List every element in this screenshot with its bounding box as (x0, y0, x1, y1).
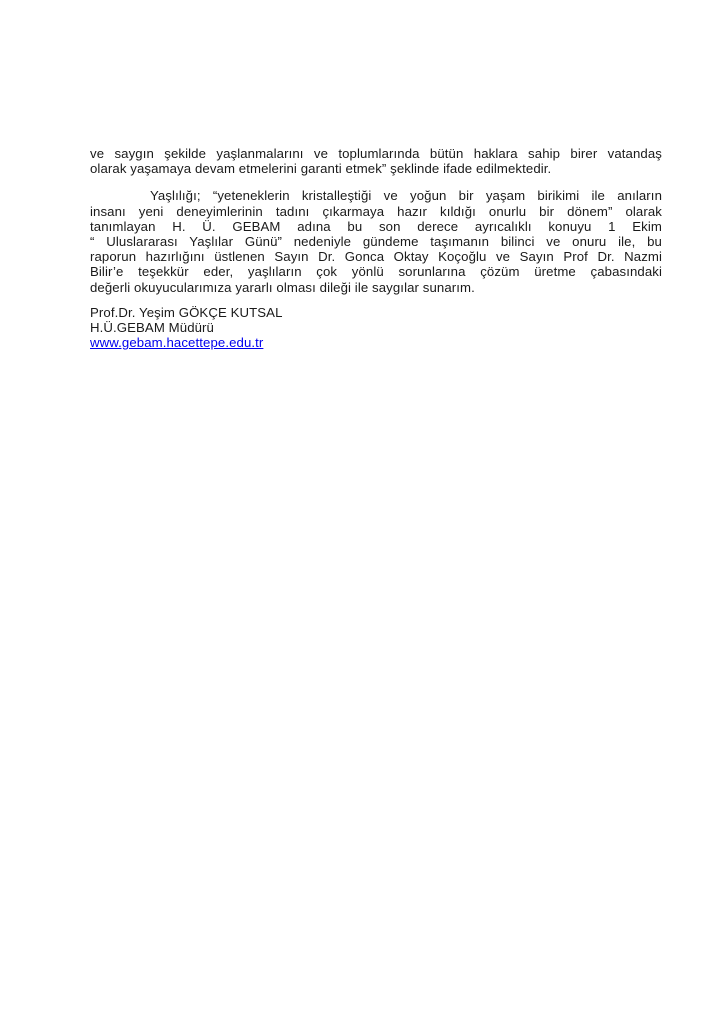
text-line: raporun hazırlığını üstlenen Sayın Dr. Gonca Oktay Koçoğlu ve Sayın Prof Dr. Nazmi (90, 249, 662, 265)
signature-name: Prof.Dr. Yeşim GÖKÇE KUTSAL (90, 304, 283, 320)
text-line: değerli okuyucularımıza yararlı olması dileği ile saygılar sunarım. (90, 279, 475, 295)
text-line: “ Uluslararası Yaşlılar Günü” nedeniyle gündeme taşımanın bilinci ve onuru ile, bu (90, 234, 662, 250)
text-line: tanımlayan H. Ü. GEBAM adına bu son derece ayrıcalıklı konuyu 1 Ekim (90, 218, 662, 234)
document-body (90, 146, 662, 350)
signature-block (90, 305, 662, 351)
text-line: insanı yeni deneyimlerinin tadını çıkarmaya hazır kıldığı onurlu bir dönem” olarak (90, 203, 662, 219)
paragraph-acknowledgement (90, 188, 662, 294)
signature-title: H.Ü.GEBAM Müdürü (90, 320, 214, 336)
signature-link-line (90, 335, 662, 350)
text-line: Yaşlılığı; “yeteneklerin kristalleştiği ve yoğun bir yaşam birikimi ile anıların (150, 188, 662, 204)
website-link[interactable]: www.gebam.hacettepe.edu.tr (90, 335, 264, 351)
text-line: ve saygın şekilde yaşlanmalarını ve toplumlarında bütün haklara sahip birer vatandaş (90, 146, 662, 161)
text-line: Bilir’e teşekkür eder, yaşlıların çok yönlü sorunlarına çözüm üretme çabasındaki (90, 264, 662, 280)
text-line: olarak yaşamaya devam etmelerini garanti etmek” şeklinde ifade edilmektedir. (90, 161, 552, 177)
paragraph-continuation (90, 146, 662, 176)
